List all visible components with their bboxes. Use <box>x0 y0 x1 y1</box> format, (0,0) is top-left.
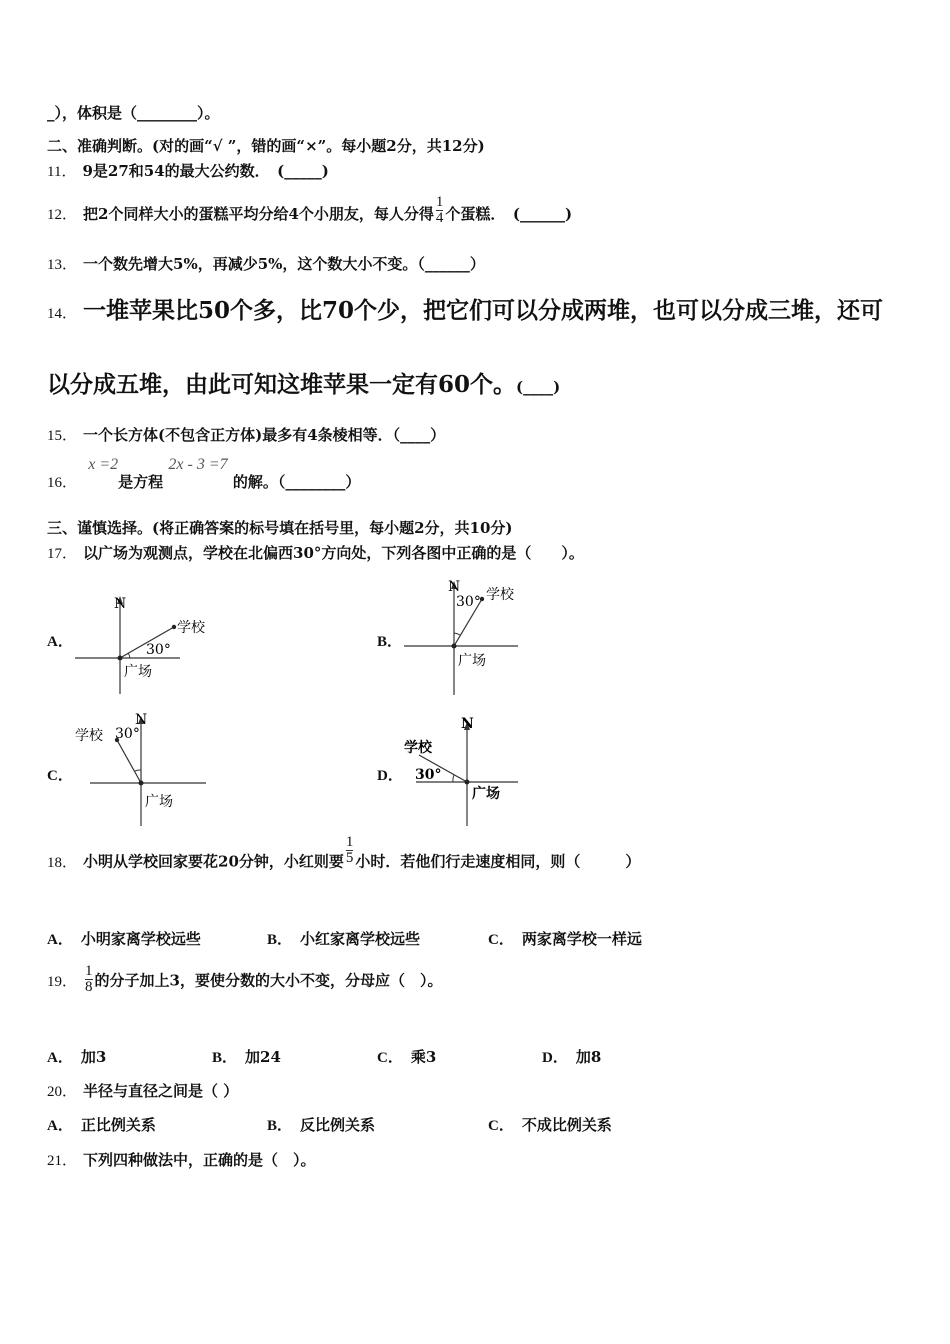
option-text: 加8 <box>575 1048 602 1066</box>
fraction-denominator: 4 <box>435 210 444 226</box>
school-label: 学校 <box>404 740 432 756</box>
previous-question-tail: _），体积是（________）。 <box>47 104 220 122</box>
angle-label: 30° <box>115 726 140 742</box>
question-16 <box>47 456 361 491</box>
question-19 <box>47 963 443 997</box>
option-text: 两家离学校一样远 <box>521 930 642 948</box>
square-label: 广场 <box>145 794 173 810</box>
north-label: N <box>461 716 474 732</box>
question-number: 17． <box>47 546 78 562</box>
option-letter: A． <box>47 1118 73 1134</box>
section-3-heading: 三、谨慎选择。(将正确答案的标号填在括号里，每小题2分，共10分) <box>47 519 513 537</box>
q18-option-b[interactable] <box>267 932 420 948</box>
option-letter: A． <box>47 932 73 948</box>
diagram-c <box>70 708 220 828</box>
square-label: 广场 <box>458 653 486 669</box>
question-14-continued <box>47 373 560 396</box>
equation-x: x =2 <box>88 456 119 473</box>
q18-option-c[interactable] <box>488 932 642 948</box>
option-text: 加24 <box>245 1048 281 1066</box>
square-label: 广场 <box>124 664 152 680</box>
question-number: 20． <box>47 1084 78 1100</box>
fraction-numerator: 1 <box>345 834 354 850</box>
option-letter: A． <box>47 1050 73 1066</box>
question-14 <box>47 299 883 322</box>
question-number: 11． <box>47 164 77 180</box>
angle-label: 30° <box>415 767 442 783</box>
school-label: 学校 <box>177 620 205 636</box>
option-letter: D． <box>542 1050 568 1066</box>
question-11 <box>47 164 329 180</box>
question-text: 一个长方体(不包含正方体)最多有4条棱相等．（____） <box>83 426 446 444</box>
question-number: 21． <box>47 1153 78 1169</box>
question-21 <box>47 1153 316 1169</box>
option-letter: C． <box>377 1050 403 1066</box>
school-label: 学校 <box>486 587 514 603</box>
diagram-b <box>400 575 530 700</box>
q19-option-b[interactable] <box>212 1050 281 1066</box>
option-text: 乘3 <box>410 1048 437 1066</box>
question-text: 下列四种做法中，正确的是（ ）。 <box>83 1151 316 1169</box>
q20-option-a[interactable] <box>47 1118 156 1134</box>
question-text: 一个数先增大5%，再减少5%，这个数大小不变。（______） <box>83 255 485 273</box>
option-letter: B． <box>212 1050 238 1066</box>
square-label: 广场 <box>472 786 500 802</box>
angle-label: 30° <box>456 594 481 610</box>
north-label: N <box>448 579 461 595</box>
question-15 <box>47 428 445 444</box>
q19-option-a[interactable] <box>47 1050 106 1066</box>
question-12 <box>47 195 572 226</box>
fraction <box>436 195 444 226</box>
angle-label: 30° <box>146 642 171 658</box>
question-text: 以广场为观测点，学校在北偏西30°方向处，下列各图中正确的是（ ）。 <box>83 544 584 562</box>
fraction-denominator: 8 <box>85 979 93 995</box>
question-text: 的解。（________） <box>232 473 361 491</box>
fraction-denominator: 5 <box>345 850 354 866</box>
option-text: 正比例关系 <box>80 1116 156 1134</box>
q18-option-a[interactable] <box>47 932 201 948</box>
section-2-heading: 二、准确判断。(对的画“√ ”，错的画“×”。每小题2分，共12分) <box>47 137 485 155</box>
option-text: 不成比例关系 <box>521 1116 612 1134</box>
answer-blank: (____) <box>516 378 561 396</box>
question-text: 是方程 <box>118 473 164 491</box>
option-text: 小明家离学校远些 <box>80 930 201 948</box>
question-text: 以分成五堆，由此可知这堆苹果一定有60个。 <box>47 371 517 398</box>
option-b-label: B． <box>377 634 403 650</box>
option-c-label: C． <box>47 768 73 784</box>
option-text: 反比例关系 <box>300 1116 376 1134</box>
question-text: 的分子加上3，要使分数的大小不变，分母应（ ）。 <box>94 971 443 990</box>
question-number: 15． <box>47 428 78 444</box>
school-label: 学校 <box>75 728 103 744</box>
equation: 2x - 3 =7 <box>168 456 228 473</box>
question-text: 个蛋糕． (______) <box>445 204 573 223</box>
north-label: N <box>135 712 148 728</box>
north-label: N <box>114 596 127 612</box>
option-letter: B． <box>267 1118 293 1134</box>
q19-option-c[interactable] <box>377 1050 436 1066</box>
option-letter: C． <box>488 932 514 948</box>
q20-option-c[interactable] <box>488 1118 612 1134</box>
question-text: 9是27和54的最大公约数． (_____) <box>82 162 329 180</box>
question-20 <box>47 1084 238 1100</box>
q20-option-b[interactable] <box>267 1118 375 1134</box>
question-17 <box>47 546 584 562</box>
option-letter: C． <box>488 1118 514 1134</box>
question-13 <box>47 257 485 273</box>
option-letter: B． <box>267 932 293 948</box>
question-text: 小明从学校回家要花20分钟，小红则要 <box>83 852 344 871</box>
question-number: 12． <box>47 206 78 223</box>
question-number: 14． <box>47 306 78 322</box>
question-number: 19． <box>47 973 78 990</box>
question-18 <box>47 834 641 878</box>
q19-option-d[interactable] <box>542 1050 601 1066</box>
option-text: 加3 <box>80 1048 107 1066</box>
option-a-label: A． <box>47 634 73 650</box>
question-text: 半径与直径之间是（ ） <box>83 1082 239 1100</box>
fraction-numerator: 1 <box>435 194 444 210</box>
fraction <box>85 964 93 995</box>
question-number: 18． <box>47 854 78 871</box>
question-text: 一堆苹果比50个多，比70个少，把它们可以分成两堆，也可以分成三堆，还可 <box>83 297 884 324</box>
fraction-numerator: 1 <box>85 963 93 979</box>
option-d-label: D． <box>377 768 403 784</box>
fraction <box>346 835 354 866</box>
question-number: 13． <box>47 257 78 273</box>
option-text: 小红家离学校远些 <box>300 930 421 948</box>
diagram-d <box>400 712 530 832</box>
question-text: 把2个同样大小的蛋糕平均分给4个小朋友，每人分得 <box>83 204 434 223</box>
question-number: 16． <box>47 475 78 491</box>
question-text: 小时．若他们行走速度相同，则（ ） <box>355 852 641 871</box>
diagram-a <box>70 590 230 700</box>
